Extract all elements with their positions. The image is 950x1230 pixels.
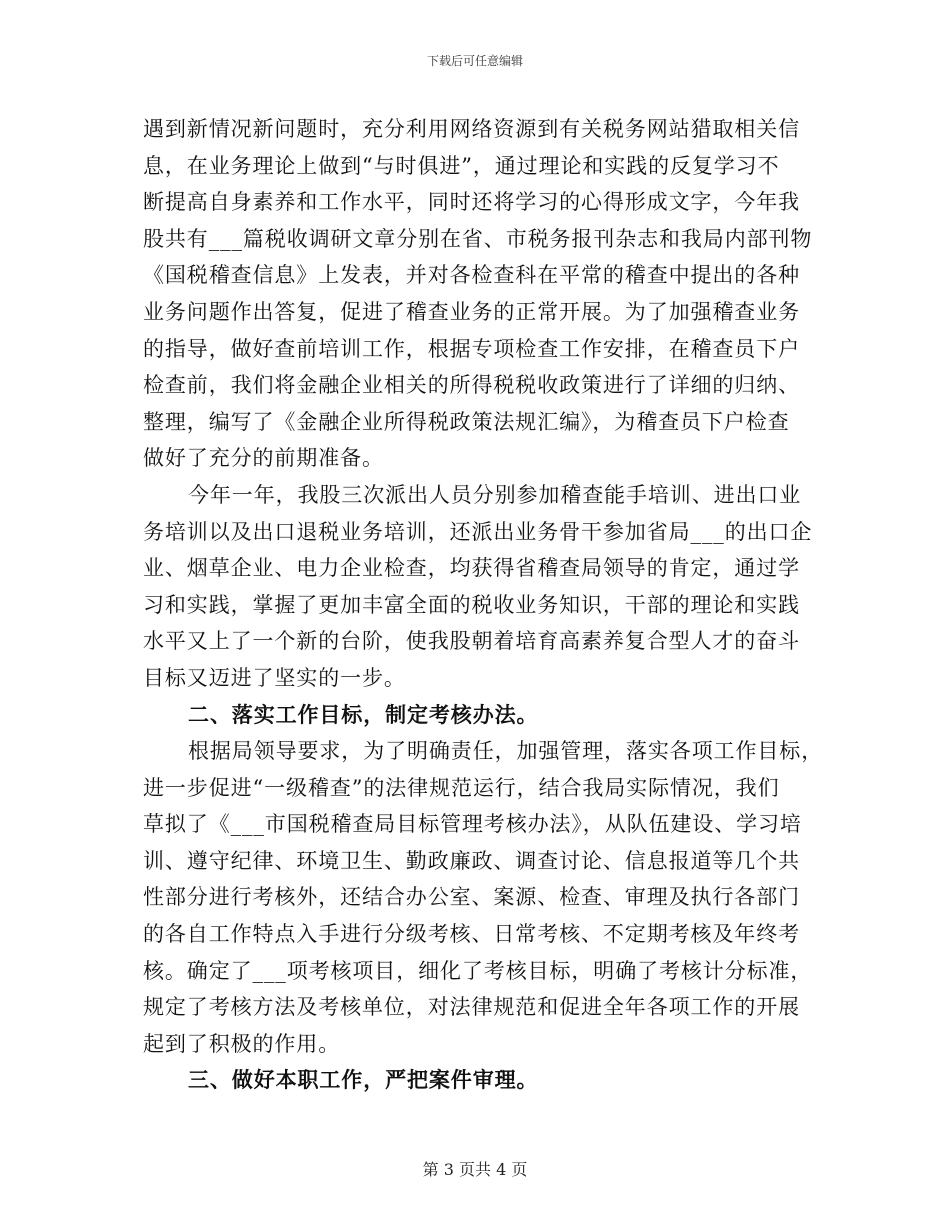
body-text-line: 训、遵守纪律、环境卫生、勤政廉政、调查讨论、信息报道等几个共 <box>143 848 800 873</box>
document-body <box>143 111 824 1099</box>
section-heading: 二、落实工作目标，制定考核办法。 <box>188 701 539 727</box>
body-text-line: 性部分进行考核外，还结合办公室、案源、检查、审理及执行各部门 <box>143 885 800 910</box>
body-text-line: 目标又迈进了坚实的一步。 <box>143 665 406 690</box>
body-text-line: 起到了积极的作用。 <box>143 1031 341 1056</box>
body-text-line: 草拟了《___市国税稽查局目标管理考核办法》，从队伍建设、学习培 <box>143 812 802 837</box>
body-text-line: 息，在业务理论上做到“与时俱进”，通过理论和实践的反复学习不 <box>143 153 780 178</box>
body-text-line: 今年一年，我股三次派出人员分别参加稽查能手培训、进出口业 <box>188 482 802 507</box>
body-text-line: 的各自工作特点入手进行分级考核、日常考核、不定期考核及年终考 <box>143 922 800 947</box>
body-text-line: 的指导，做好查前培训工作，根据专项检查工作安排，在稽查员下户 <box>143 336 800 361</box>
body-text-line: 务培训以及出口退税业务培训，还派出业务骨干参加省局___的出口企 <box>143 519 813 544</box>
body-text-line: 断提高自身素养和工作水平，同时还将学习的心得形成文字，今年我 <box>143 190 800 215</box>
body-text-line: 进一步促进“一级稽查”的法律规范运行，结合我局实际情况，我们 <box>143 775 780 800</box>
body-text-line: 股共有___篇税收调研文章分别在省、市税务报刊杂志和我局内部刊物 <box>143 226 813 251</box>
body-text-line: 做好了充分的前期准备。 <box>143 446 384 471</box>
body-text-line: 检查前，我们将金融企业相关的所得税税收政策进行了详细的归纳、 <box>143 373 800 398</box>
body-text-line: 规定了考核方法及考核单位，对法律规范和促进全年各项工作的开展 <box>143 995 800 1020</box>
section-heading: 三、做好本职工作，严把案件审理。 <box>188 1067 539 1093</box>
body-text-line: 业务问题作出答复，促进了稽查业务的正常开展。为了加强稽查业务 <box>143 299 800 324</box>
page-header: 下载后可任意编辑 <box>426 54 523 68</box>
body-text-line: 《国税稽查信息》上发表，并对各检查科在平常的稽查中提出的各种 <box>143 263 800 288</box>
body-text-line: 水平又上了一个新的台阶，使我股朝着培育高素养复合型人才的奋斗 <box>143 629 800 654</box>
body-text-line: 遇到新情况新问题时，充分利用网络资源到有关税务网站猎取相关信 <box>143 117 800 141</box>
body-text-line: 核。确定了___项考核项目，细化了考核目标，明确了考核计分标准， <box>143 958 813 983</box>
body-text-line: 习和实践，掌握了更加丰富全面的税收业务知识，干部的理论和实践 <box>143 592 800 617</box>
body-text-line: 整理，编写了《金融企业所得税政策法规汇编》，为稽查员下户检查 <box>143 409 790 434</box>
body-text-line: 业、烟草企业、电力企业检查，均获得省稽查局领导的肯定，通过学 <box>143 556 800 581</box>
body-text-line: 根据局领导要求，为了明确责任，加强管理，落实各项工作目标， <box>188 739 824 764</box>
page-footer: 第 3 页共 4 页 <box>422 1160 528 1179</box>
